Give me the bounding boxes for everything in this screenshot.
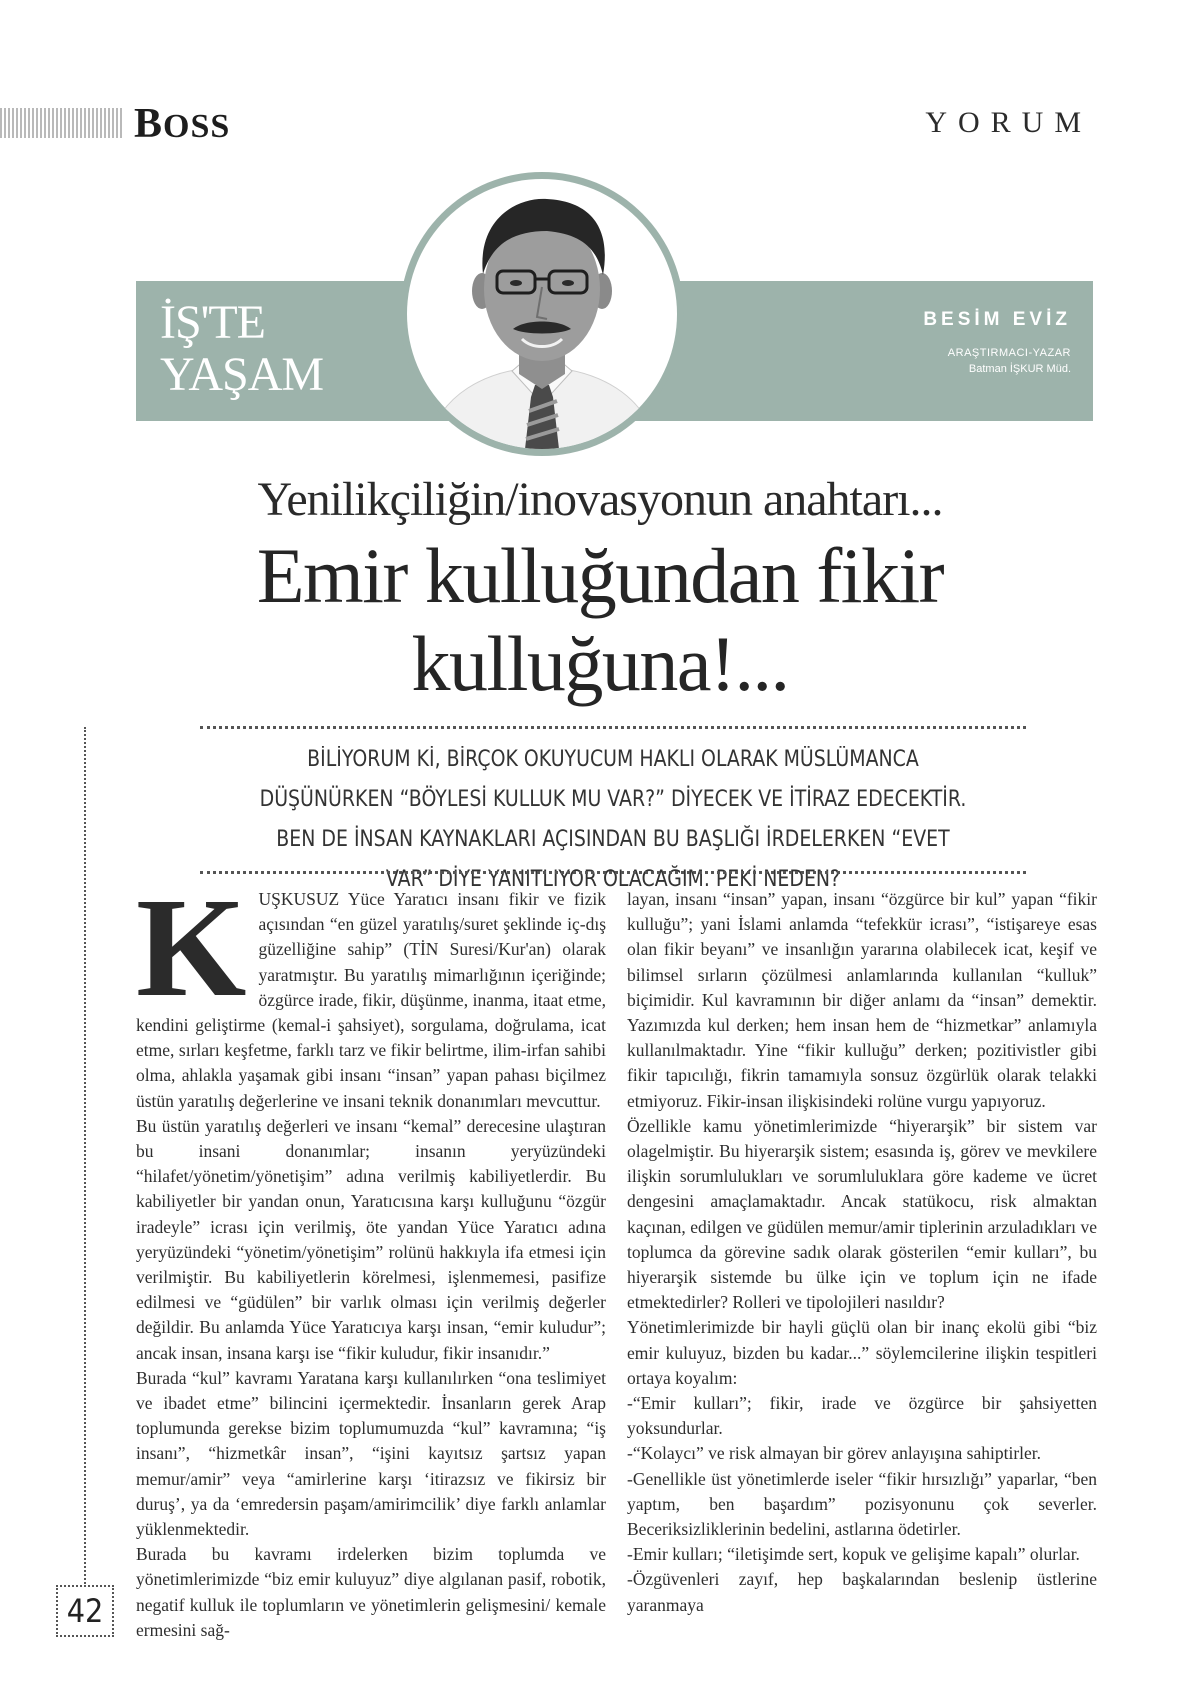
author-portrait (400, 172, 684, 456)
paragraph: -Emir kulları; “iletişimde sert, kopuk ve gelişime kapalı” olurlar. (627, 1544, 1080, 1565)
article-column-2 (627, 887, 1097, 1618)
drop-cap: K (136, 868, 247, 1026)
author-org: Batman İŞKUR Müd. (968, 363, 1071, 375)
paragraph: Özellikle kamu yönetimlerimizde “hiyerarşik” bir sistem var olagelmiştir. Bu hiyerarşik sistem; esasında iş, görev ve mevkilere ilişkin sorumlulukları ve sorumluluklara göre kademe ve ücret dengesini amaçlamaktadır. Ancak statükocu, risk almaktan kaçınan, edilgen ve güdülen memur/amir tiplerinin arzuladıkları ve toplumca da görevine sadık olarak gösterilen “emir kulları”, bu hiyerarşik sistemde bu ülke için ve toplum için ne ifade etmektedirler? Rolleri ve tipolojileri nasıldır? (627, 1115, 1097, 1313)
paragraph: Bu üstün yaratılış değerleri ve insanı “kemal” derecesine ulaştıran bu insani donanımlar; insanın yeryüzündeki “hilafet/yönetim/yönetişim” adına verilmiş kabiliyetlerdir. Bu kabiliyetler bir yandan onun, Yaratıcısına karşı kulluğunu “özgür iradeyle” icrası için verilmiş, öte yandan Yüce Yaratıcı adına yeryüzündeki “yönetim/yönetişim” rolünü hakkıyla ifa etmesi için verilmiştir. Bu kabiliyetlerin körelmesi, işlenmemesi, pasifize edilmesi ve “güdülen” bir varlık olması için verilmiş değerler değildir. Bu anlamda Yüce Yaratıcıya karşı insan, “emir kuludur”; ancak insan, insana karşı ise “fikir kuludur, fikir insanıdır.” (136, 1115, 606, 1363)
author-name: BESİM EVİZ (923, 309, 1071, 330)
article-headline: Emir kulluğundan fikir kulluğuna!... (256, 532, 944, 707)
article-column-1 (136, 868, 606, 1643)
paragraph: -“Emir kulları”; fikir, irade ve özgürce bir şahsiyetten yoksundurlar. (627, 1393, 1097, 1439)
divider-top (200, 726, 1026, 729)
divider-bottom (200, 871, 1026, 874)
section-label: YORUM (925, 106, 1092, 139)
author-info (923, 309, 1071, 375)
column-title: İŞ'TE YAŞAM (160, 296, 324, 401)
header-stripes (0, 108, 122, 138)
article-kicker: Yenilikçiliğin/inovasyonun anahtarı... (257, 473, 943, 526)
paragraph: Burada bu kavramı irdelerken bizim toplumda ve yönetimlerimizde “biz emir kuluyuz” diye algılanan pasif, robotik, negatif kulluk ile toplumların ve yönetimlerin gelişmesini/ kemale ermesini sağ- (136, 1544, 606, 1640)
paragraph: Yönetimlerimizde bir hayli güçlü olan bir inanç ekolü gibi “biz emir kuluyuz, bizden bu kadar...” söylemcilerine ilişkin tespitleri ortaya koyalım: (627, 1317, 1097, 1388)
author-role: ARAŞTIRMACI-YAZAR (947, 347, 1071, 359)
paragraph: UŞKUSUZ Yüce Yaratıcı insanı fikir ve fizik açısından “en güzel yaratılış/suret şeklinde iç-dış güzelliğine sahip” (TİN Suresi/Kur'an) olarak yaratmıştır. Bu yaratılış mimarlığının içeriğinde; özgürce irade, fikir, düşünme, inanma, itaat etme, kendini geliştirme (kemal-i şahsiyet), sorgulama, doğrulama, icat etme, sırları keşfetme, farklı tarz ve fikir belirtme, ilim-irfan sahibi olma, ahlakla yaşamak gibi insanı “insan” yapan pahası biçilmez üstün yaratılış değerlerine ve insani teknik donanımları mevcuttur. (136, 889, 606, 1111)
paragraph: -“Kolaycı” ve risk almayan bir görev anlayışına sahiptirler. (627, 1443, 1042, 1464)
author-photo-illustration (407, 179, 677, 449)
paragraph: Burada “kul” kavramı Yaratana karşı kullanılırken “ona teslimiyet ve ibadet etme” bilincini içermektedir. İnsanların gerek Arap toplumunda gerekse bizim toplumumuzda “kul” kavramına; “iş insanı”, “hizmetkâr insan”, “işini kayıtsız şartsız yapan memur/amir” veya “amirlerine karşı ‘itirazsız ve fikirsiz bir duruş’, ya da ‘emredersin paşam/amirimcilik’ diye farklı anlamlar yüklenmektedir. (136, 1367, 606, 1540)
magazine-logo: BOSS (134, 101, 231, 147)
margin-rule (84, 727, 86, 1587)
paragraph: -Genellikle üst yönetimlerde iseler “fikir hırsızlığı” yaparlar, “ben yaptım, ben başardım” pozisyonunu çok severler. Beceriksizliklerinin bedelini, astlarına ödetirler. (627, 1468, 1097, 1540)
paragraph: layan, insanı “insan” yapan, insanı “özgürce bir kul” yapan “fikir kulluğu”; yani İslami anlamda “tefekkür icrası”, “istişareye esas olan fikir beyanı” ve insanlığın yararına olabilecek icat, keşif ve bilimsel sırların çözülmesi anlamlarında kullanılan “kulluk” biçimidir. Kul kavramının bir diğer anlamı da “insan” demektir. Yazımızda kul derken; hem insan hem de “hizmetkar” anlamıyla kullanılmaktadır. Yine “fikir kulluğu” derken; pozitivistler gibi fikir tapıcılığı, fikrin tamamıyla sonsuz özgürlük olarak telakki etmiyoruz. Fikir-insan ilişkisindeki rolüne vurgu yapıyoruz. (627, 889, 1097, 1111)
paragraph: -Özgüvenleri zayıf, hep başkalarından beslenip üstlerine yaranmaya (627, 1569, 1097, 1615)
page-number: 42 (56, 1585, 114, 1637)
article-lead: BİLİYORUM Kİ, BİRÇOK OKUYUCUM HAKLI OLARAK MÜSLÜMANCA DÜŞÜNÜRKEN “BÖYLESİ KULLUK MU VAR?” DİYECEK VE İTİRAZ EDECEKTİR. BEN DE İNSAN KAYNAKLARI AÇISINDAN BU BAŞLIĞI İRDELERKEN “EVET VAR” DİYE YANITLIYOR OLACAĞIM. PEKİ NEDEN? (259, 747, 967, 892)
